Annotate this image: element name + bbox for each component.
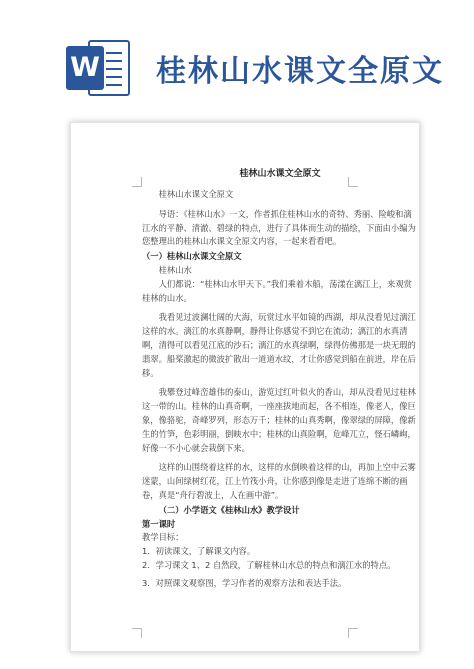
- lesson-heading: 第一课时: [142, 518, 176, 529]
- crop-mark: [348, 628, 358, 638]
- document-page: [70, 122, 420, 652]
- crop-mark: [132, 177, 142, 187]
- crop-mark: [132, 628, 142, 638]
- document-subtitle: 桂林山水课文全原文: [158, 189, 234, 199]
- section-heading-2: （二）小学语文《桂林山水》教学设计: [158, 504, 300, 515]
- goal-item: 1．初读课文，了解课文内容。: [142, 546, 256, 557]
- document-heading: 桂林山水课文全原文: [239, 169, 321, 179]
- intro-paragraph: 导语：《桂林山水》一文，作者抓住桂林山水的奇特、秀丽、险峻和漓江水的平静、清澈、碧绿的特点，进行了具体而生动的描绘，下面由小编为您整理出的桂林山水课文全原文内容，一起来看看吧。: [142, 208, 416, 247]
- banner: [0, 0, 474, 112]
- goals-label: 教学目标：: [142, 532, 184, 543]
- word-doc-icon: [66, 38, 132, 100]
- goal-item: 3．对照课文观察图，学习作者的观察方法和表达手法。: [142, 577, 347, 588]
- poem-title: 桂林山水: [158, 264, 192, 275]
- word-letter-badge: W: [66, 46, 104, 90]
- paragraph-2: 我看见过波澜壮阔的大海，玩赏过水平如镜的西湖，却从没看见过漓江这样的水。漓江的水真静啊，静得让你感觉不到它在流动；漓江的水真清啊，清得可以看见江底的沙石；漓江的水真绿啊，绿得仿佛那是一块无瑕的翡翠。船桨激起的微波扩散出一道道水纹，才让你感觉到船在前进，岸在后移。: [142, 312, 416, 378]
- banner-title: 桂林山水课文全原文: [156, 54, 444, 89]
- paragraph-4: 这样的山围绕着这样的水，这样的水倒映着这样的山，再加上空中云雾迷蒙，山间绿树红花，江上竹筏小舟，让你感到像是走进了连绵不断的画卷，真是“舟行碧波上，人在画中游”。: [142, 462, 416, 500]
- section-heading-1: （一）桂林山水课文全原文: [142, 251, 242, 262]
- paragraph-1: 人们都说：“桂林山水甲天下。”我们乘着木船，荡漾在漓江上，来观赏桂林的山水。: [142, 278, 412, 303]
- paragraph-3: 我攀登过峰峦雄伟的泰山，游览过红叶似火的香山，却从没看见过桂林这一带的山。桂林的山真奇啊，一座座拔地而起，各不相连，像老人，像巨象，像骆驼，奇峰罗列，形态万千；桂林的山真秀啊，像翠绿的屏障，像新生的竹笋，色彩明丽，倒映水中；桂林的山真险啊，危峰兀立，怪石嶙峋，好像一不小心就会栽倒下来。: [142, 387, 416, 453]
- document-body: [142, 188, 418, 591]
- goal-item: 2．学习课文 1、2 自然段，了解桂林山水总的特点和漓江水的特点。: [142, 559, 396, 570]
